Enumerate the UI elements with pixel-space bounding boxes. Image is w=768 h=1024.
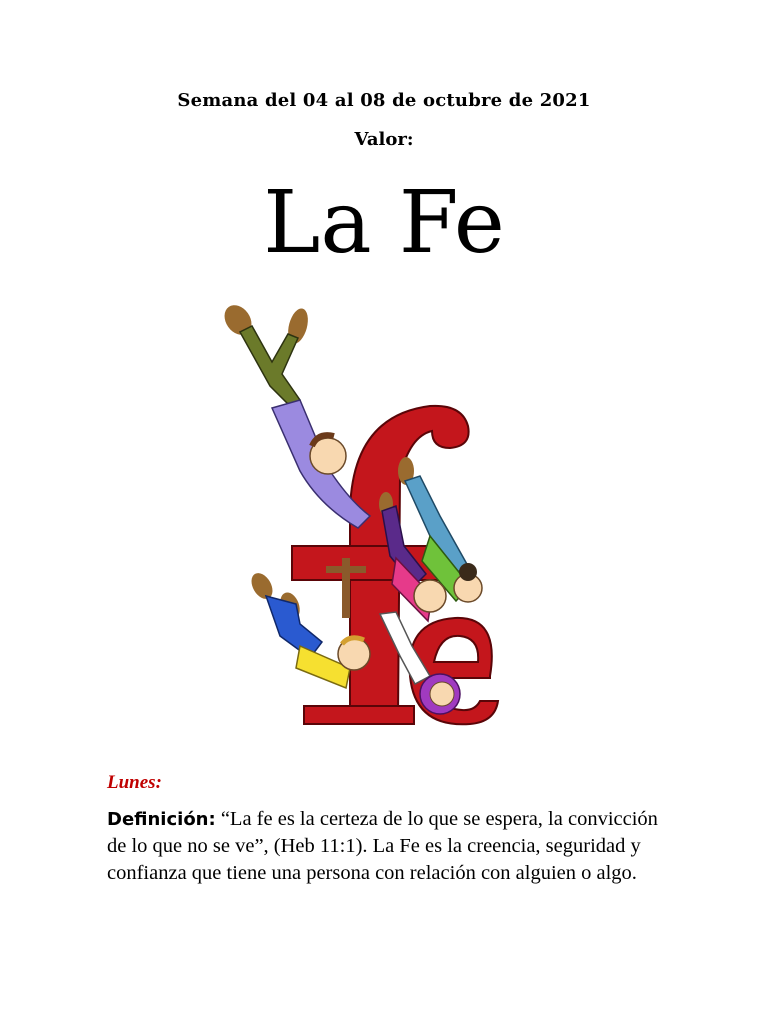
person-top — [219, 300, 370, 528]
page-title: La Fe — [263, 173, 505, 273]
definition-label: Definición: — [107, 809, 216, 830]
definition-text: “La fe es la certeza de lo que se espera, la convicción de lo que no se ve”, (Heb 11:1). La Fe es la creencia, seguridad y confianza que tiene una persona con relación con alguien o algo. — [107, 808, 658, 884]
faith-illustration — [200, 296, 520, 736]
day-label-monday: Lunes: — [107, 772, 162, 793]
valor-label: Valor: — [354, 129, 414, 150]
definition-paragraph — [107, 806, 667, 887]
week-heading: Semana del 04 al 08 de octubre de 2021 — [177, 90, 591, 111]
